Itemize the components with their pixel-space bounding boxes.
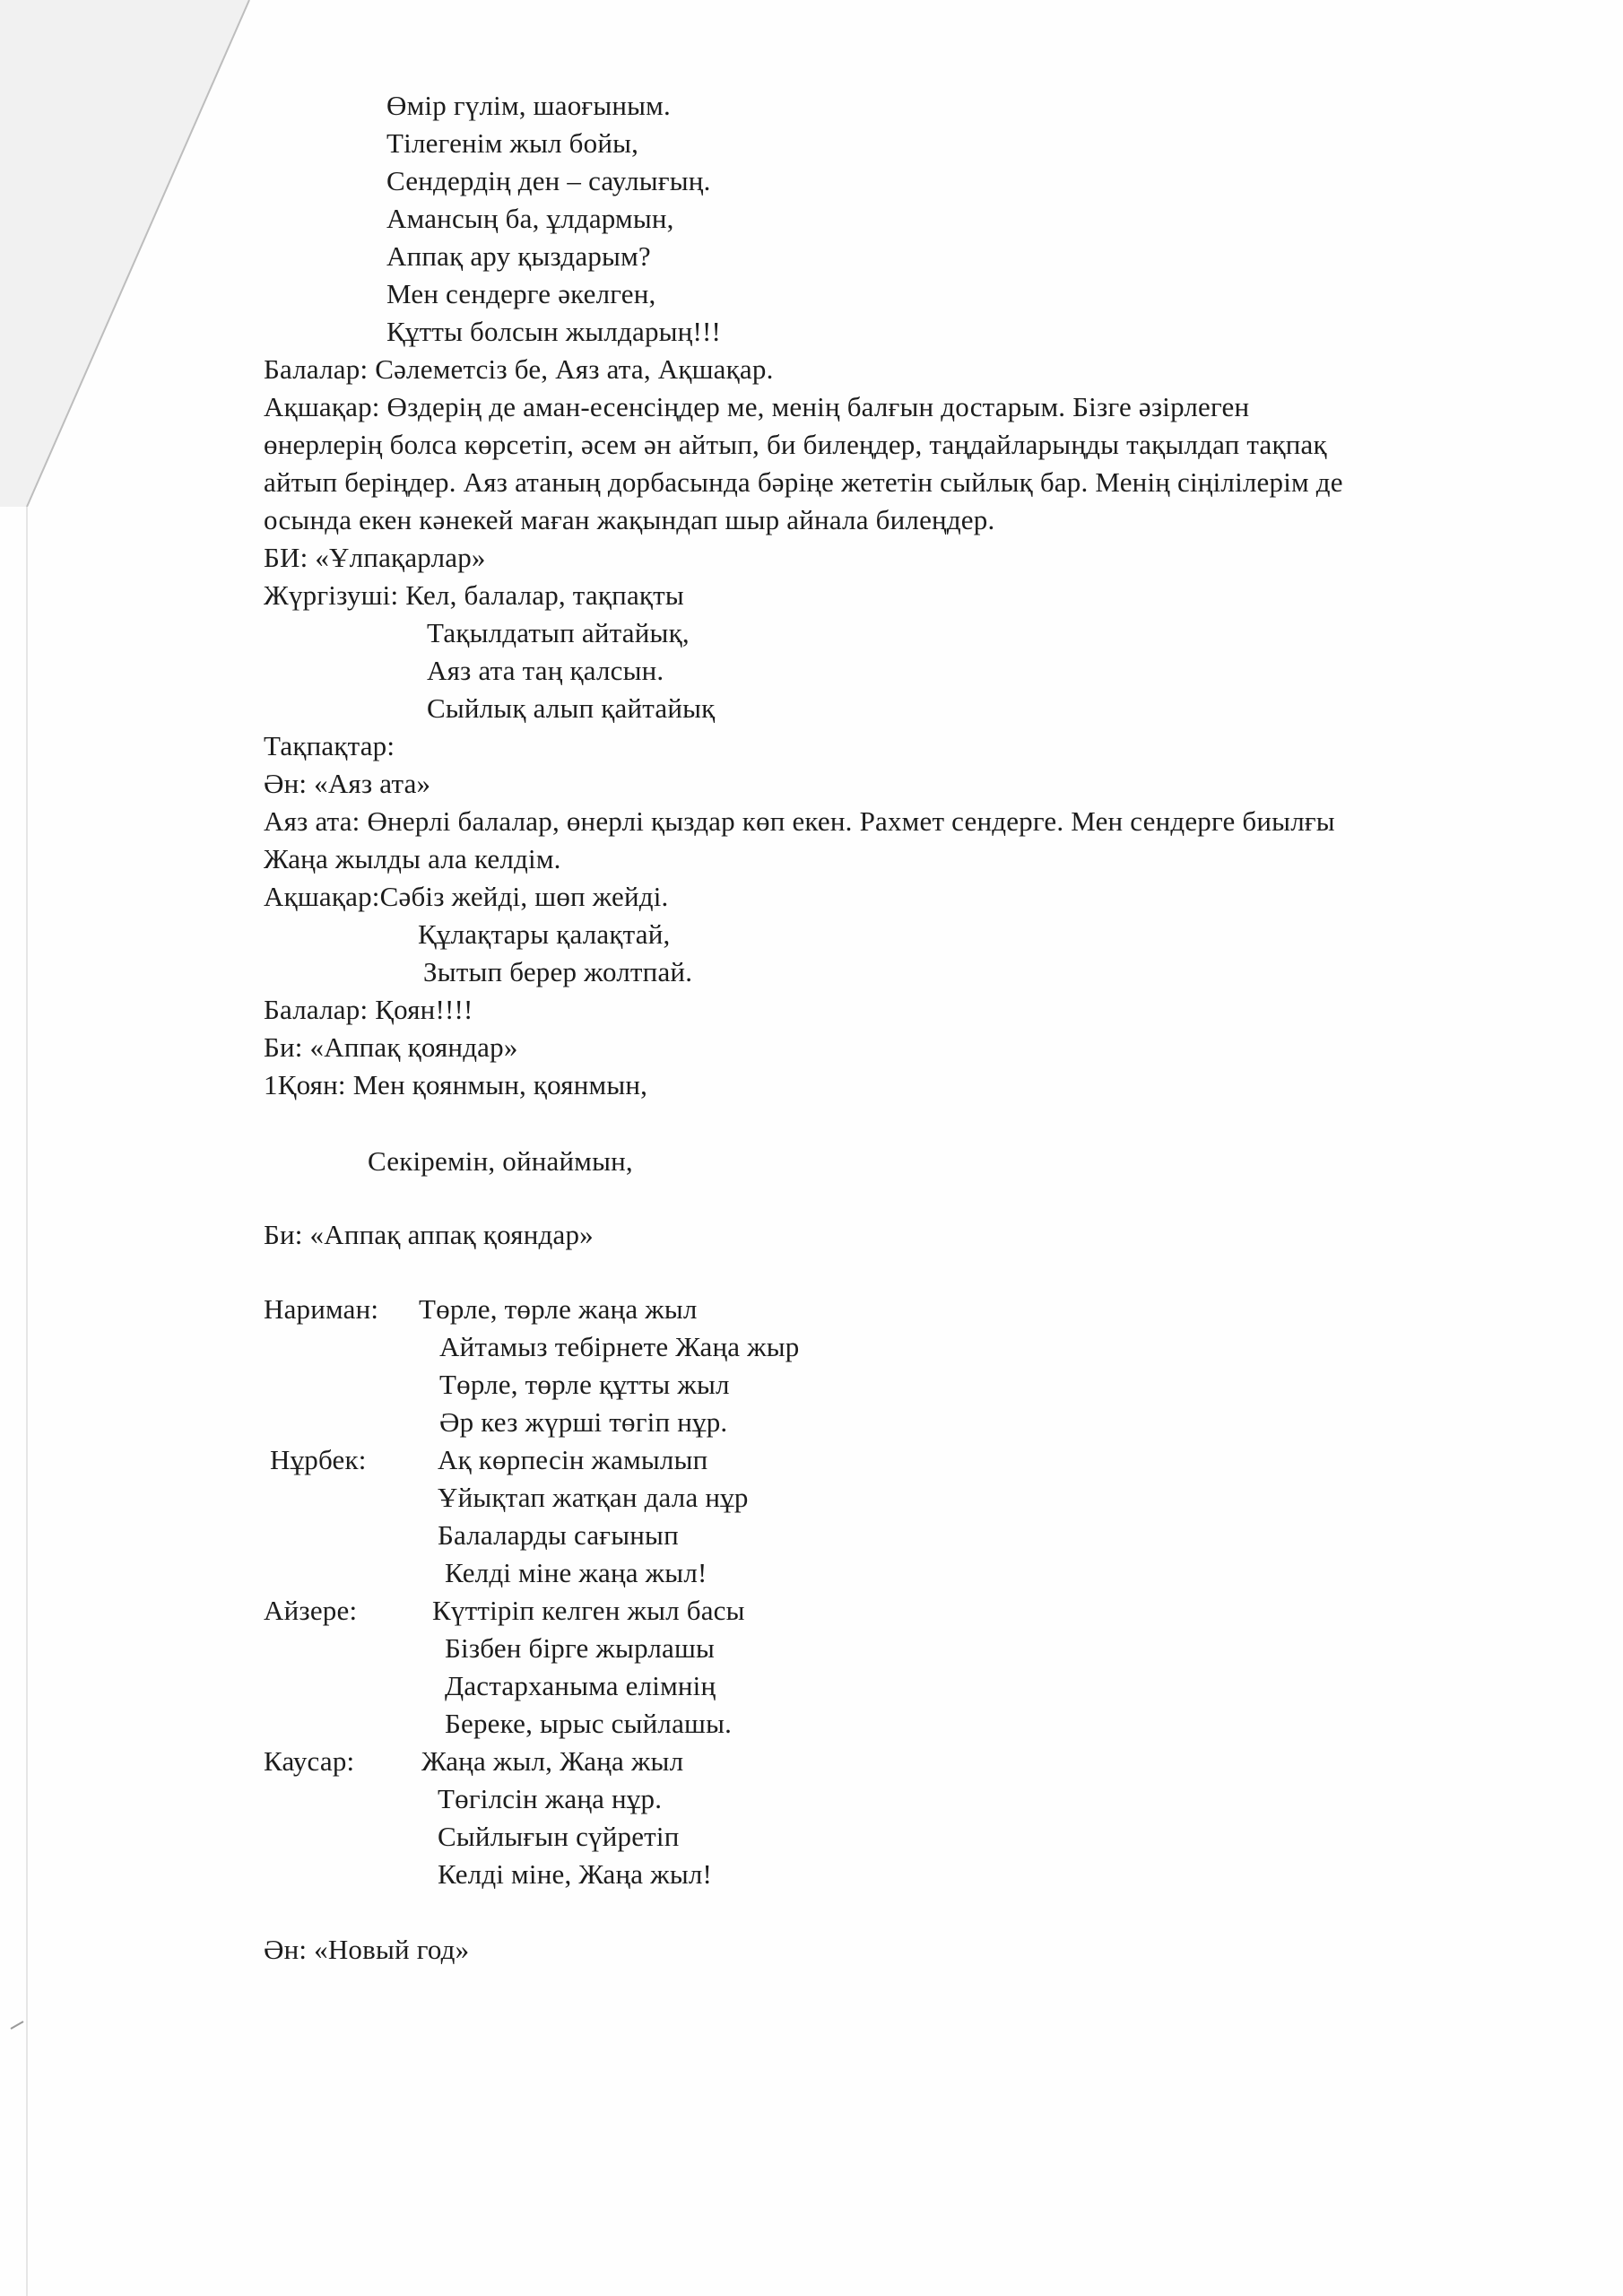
performer-verse-line: Жаңа жыл, Жаңа жыл <box>421 1745 684 1777</box>
performer-verse-line: Төрле, төрле құтты жыл <box>439 1369 730 1400</box>
host-verse-line: Тақылдатып айтайық, <box>427 617 690 648</box>
dance-title: БИ: «Ұлпақарлар» <box>264 542 486 573</box>
poem-line: Сендердің ден – саулығың. <box>386 165 711 196</box>
performer-verse-line: Ақ көрпесін жамылып <box>438 1444 708 1475</box>
song-title: Ән: «Новый год» <box>264 1934 470 1965</box>
performer-verse-line: Балаларды сағынып <box>438 1519 679 1551</box>
children-answer: Балалар: Қоян!!!! <box>264 994 473 1025</box>
performer-verse-line: Әр кез жүрші төгіп нұр. <box>439 1406 728 1438</box>
performer-verse-line: Сыйлығын сүйретіп <box>438 1821 680 1852</box>
performer-verse-line: Келді міне жаңа жыл! <box>445 1557 707 1588</box>
riddle-verse-line: Зытып берер жолтпай. <box>423 956 693 987</box>
dance-title: Би: «Аппақ қояндар» <box>264 1031 518 1063</box>
performer-name: Каусар: <box>264 1745 355 1777</box>
performer-verse-line: Күттіріп келген жыл басы <box>432 1595 745 1626</box>
poem-line: Құтты болсын жылдарың!!! <box>386 316 722 347</box>
takpaktar-heading: Тақпақтар: <box>264 730 395 761</box>
host-verse-line: Сыйлық алып қайтайық <box>427 692 716 724</box>
performer-verse-line: Келді міне, Жаңа жыл! <box>438 1858 713 1890</box>
poem-line: Амансың ба, ұлдармын, <box>386 203 674 234</box>
poem-line: Аппақ ару қыздарым? <box>386 240 651 272</box>
ayaz-speech-line: Жаңа жылды ала келдім. <box>264 843 561 874</box>
poem-line: Мен сендерге әкелген, <box>386 278 656 309</box>
dance-title: Би: «Аппақ аппақ қояндар» <box>264 1219 594 1250</box>
performer-verse-line: Айтамыз тебірнете Жаңа жыр <box>439 1331 800 1362</box>
performer-verse-line: Дастарханыма елімнің <box>445 1670 716 1701</box>
performer-verse-line: Бізбен бірге жырлашы <box>445 1632 716 1664</box>
performer-name: Айзере: <box>264 1595 358 1626</box>
performer-verse-line: Төрле, төрле жаңа жыл <box>419 1293 698 1325</box>
poem-line: Тілегенім жыл бойы, <box>386 127 639 159</box>
performer-verse-line: Ұйықтап жатқан дала нұр <box>438 1482 749 1513</box>
riddle-line: Ақшақар:Сәбіз жейді, шөп жейді. <box>264 881 669 912</box>
rabbit-verse-line: Секіремін, ойнаймын, <box>368 1145 633 1177</box>
performer-name: Нариман: <box>264 1293 379 1325</box>
performer-name: Нұрбек: <box>270 1444 367 1475</box>
host-line: Жүргізуші: Кел, балалар, тақпақты <box>264 579 684 611</box>
akshakar-speech-line: айтып беріңдер. Аяз атаның дорбасында бәріңе жететін сыйлық бар. Менің сіңілілерім де <box>264 466 1343 498</box>
ayaz-speech-line: Аяз ата: Өнерлі балалар, өнерлі қыздар көп екен. Рахмет сендерге. Мен сендерге биылғы <box>264 805 1335 837</box>
performer-verse-line: Төгілсін жаңа нұр. <box>438 1783 663 1814</box>
akshakar-speech-line: осында екен кәнекей маған жақындап шыр айнала билеңдер. <box>264 504 995 535</box>
akshakar-speech-line: Ақшақар: Өздерің де аман-есенсіңдер ме, менің балғын достарым. Бізге әзірлеген <box>264 391 1250 422</box>
children-greeting: Балалар: Сәлеметсіз бе, Аяз ата, Ақшақар. <box>264 353 774 385</box>
host-verse-line: Аяз ата таң қалсын. <box>427 655 664 686</box>
rabbit-line: 1Қоян: Мен қоянмын, қоянмын, <box>264 1069 648 1100</box>
song-title: Ән: «Аяз ата» <box>264 768 431 799</box>
riddle-verse-line: Құлақтары қалақтай, <box>418 918 671 950</box>
akshakar-speech-line: өнерлерің болса көрсетіп, әсем ән айтып, би билеңдер, таңдайларыңды тақылдап тақпақ <box>264 429 1327 460</box>
poem-line: Өмір гүлім, шаоғыным. <box>386 90 671 121</box>
performer-verse-line: Береке, ырыс сыйлашы. <box>445 1708 733 1739</box>
